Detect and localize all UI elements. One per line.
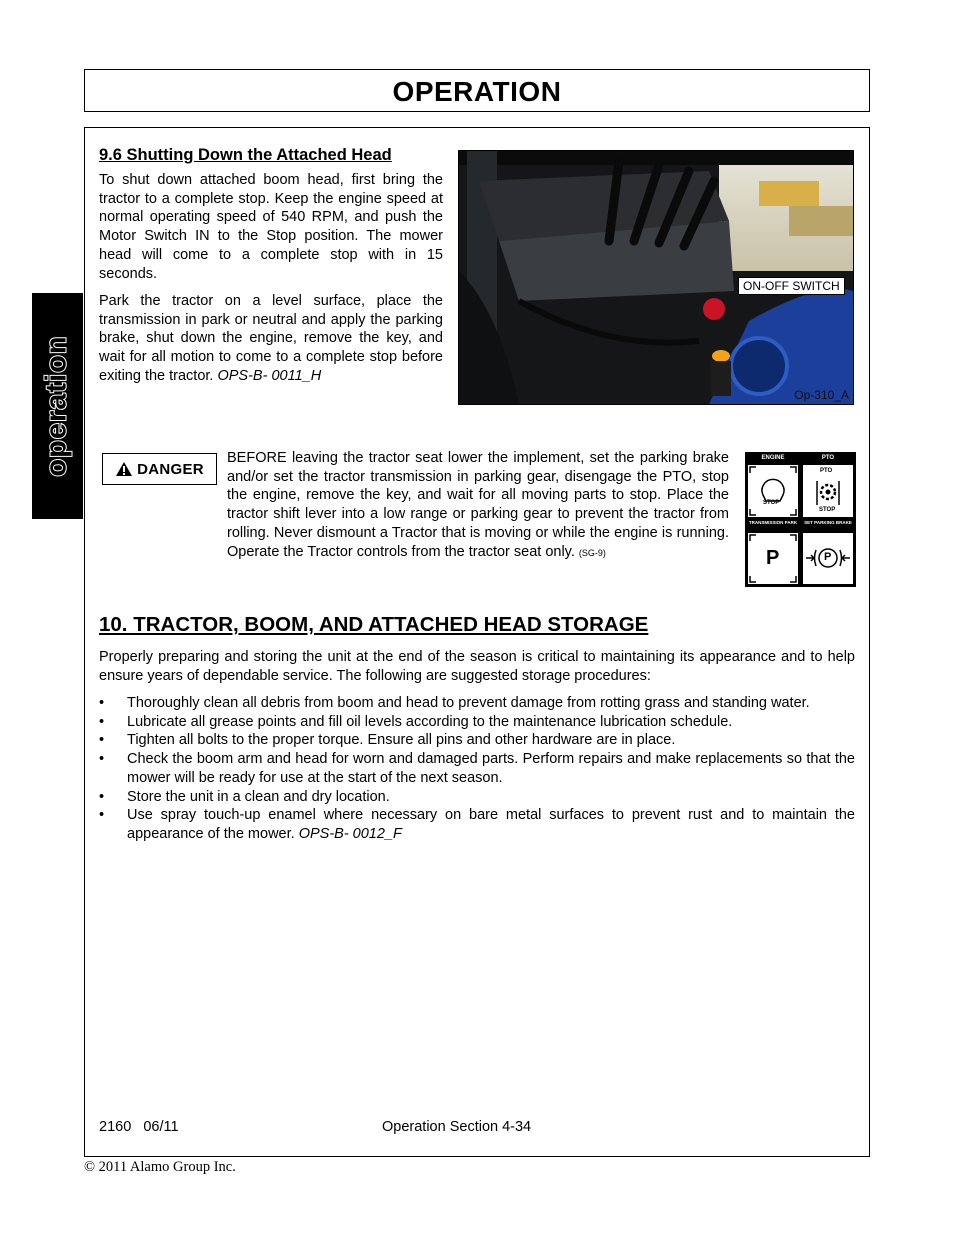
bullet-icon: • [99,751,105,768]
list-item: • Tighten all bolts to the proper torque. Ensure all pins and other hardware are in place. [99,732,676,749]
control-lever-photo [458,150,854,405]
parking-brake-icon [803,533,853,584]
danger-code: (SG-9) [578,547,606,558]
footer-section: Operation Section 4-34 [382,1119,532,1135]
footer-model-date: 2160 06/11 [99,1119,179,1135]
bullet-icon: • [99,695,105,711]
engine-stop-text: STOP [763,500,780,506]
list-code: OPS-B- 0012_F [298,825,402,842]
park-letter: P [766,547,780,569]
list-item: • Check the boom arm and head for worn and damaged parts. Perform repairs and make replacements so that the mower will be ready for use at the start of the next season. [99,751,855,786]
storage-procedure-list [99,694,855,844]
section-9-6-paragraph-2 [99,292,443,386]
copyright: © 2011 Alamo Group Inc. [84,1159,236,1175]
list-item: • Use spray touch-up enamel where necessary on bare metal surfaces to prevent rust and to maintain the appearance of the mower. OPS-B- 0012_F [99,807,855,842]
danger-text [227,449,729,562]
engine-label: ENGINE [761,455,785,461]
list-item: • Thoroughly clean all debris from boom and head to prevent damage from rotting grass and standing water. [99,695,810,711]
pto-stop-text: STOP [819,507,836,513]
engine-corner-icon [748,465,798,517]
engine-stop-icon [748,465,798,517]
danger-label [102,453,217,485]
pto-inner-label: PTO [820,468,833,474]
section-10-title: 10. TRACTOR, BOOM, AND ATTACHED HEAD STORAGE [99,613,649,636]
danger-body: BEFORE leaving the tractor seat lower the implement, set the parking brake and/or set the tractor transmission in parking gear, disengage the PTO, stop the engine, remove the key, and wait for all moving parts to stop. Place the tractor shift lever into a low range or parking gear to prevent the tractor from rolling. Never dismount a Tractor that is moving or while the engine is running. Operate the Tractor controls from the tractor seat only. [227,450,729,560]
paragraph-2-text: Park the tractor on a level surface, place the transmission in park or neutral and apply the parking brake, shut down the engine, remove the key, and wait for all motion to come to a complete stop before exiting the tractor. [99,293,443,384]
transmission-label: TRANSMISSION PARK [748,520,798,525]
paragraph-2-code: OPS-B- 0011_H [217,367,322,384]
bullet-icon: • [99,732,105,749]
danger-label-text: DANGER [137,460,204,478]
parking-brake-label: SET PARKING BRAKE [804,520,852,525]
list-item: • Store the unit in a clean and dry location. [99,788,390,805]
side-tab [32,293,83,519]
section-9-6-paragraph-1: To shut down attached boom head, first bring the tractor to a complete stop. Keep the engine speed at normal operating speed of 540 RPM, and push the Motor Switch IN to the Stop position. The mower head will come to a complete stop with in 15 seconds. [99,172,443,282]
list-item: • Lubricate all grease points and fill oil levels according to the maintenance lubrication schedule. [99,713,733,730]
brake-letter: P [824,551,832,563]
pto-label: PTO [821,455,835,461]
side-tab-label: operation [40,335,73,477]
bullet-icon: • [99,807,105,824]
control-icon-panel [745,452,856,587]
photo-code: Op-310_A [794,388,849,402]
page-header [84,69,870,112]
transmission-park-icon [748,533,798,584]
section-9-6-title: 9.6 Shutting Down the Attached Head [99,146,392,164]
warning-triangle-icon [115,461,133,477]
page-title: OPERATION [392,76,562,107]
pto-stop-icon [803,465,853,517]
bullet-icon: • [99,713,105,730]
bullet-icon: • [99,788,105,805]
on-off-switch-callout: ON-OFF SWITCH [738,277,845,295]
section-10-intro: Properly preparing and storing the unit at the end of the season is critical to maintaining its appearance and to help ensure years of dependable service. The following are suggested storage procedures: [99,649,855,684]
